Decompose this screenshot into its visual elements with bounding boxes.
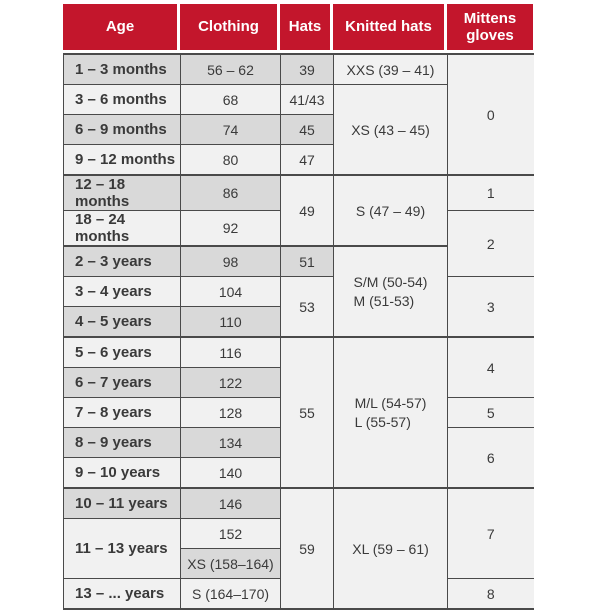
knitted_hats-cell: XL (59 – 61) bbox=[334, 488, 448, 609]
age-cell: 9 – 10 years bbox=[64, 458, 181, 489]
table-row bbox=[64, 337, 534, 368]
header-hats-label: Hats bbox=[288, 18, 322, 36]
clothing-cell: 134 bbox=[181, 428, 281, 458]
mittens_gloves-cell: 4 bbox=[448, 337, 534, 398]
clothing-cell: 140 bbox=[181, 458, 281, 489]
age-cell: 18 – 24 months bbox=[64, 211, 181, 247]
header-clothing bbox=[180, 4, 277, 50]
header-knitted-hats-label: Knitted hats bbox=[345, 18, 432, 36]
header-mittens-gloves-label: Mittens gloves bbox=[463, 9, 517, 44]
age-cell: 8 – 9 years bbox=[64, 428, 181, 458]
clothing-cell: 104 bbox=[181, 277, 281, 307]
clothing-cell: 98 bbox=[181, 246, 281, 277]
clothing-cell: 92 bbox=[181, 211, 281, 247]
knitted_hats-cell-text: M/L (54-57) L (55-57) bbox=[354, 394, 427, 430]
clothing-cell: 80 bbox=[181, 145, 281, 176]
clothing-cell: 152 bbox=[181, 519, 281, 549]
hats-cell: 49 bbox=[281, 175, 334, 246]
clothing-cell: 116 bbox=[181, 337, 281, 368]
clothing-cell: S (164–170) bbox=[181, 579, 281, 610]
hats-cell: 55 bbox=[281, 337, 334, 488]
age-cell: 6 – 9 months bbox=[64, 115, 181, 145]
clothing-cell: 86 bbox=[181, 175, 281, 211]
size-chart-table bbox=[63, 53, 534, 610]
age-cell: 13 – ... years bbox=[64, 579, 181, 610]
knitted_hats-cell: XXS (39 – 41) bbox=[334, 54, 448, 85]
header-clothing-label: Clothing bbox=[198, 18, 259, 36]
table-row bbox=[64, 54, 534, 85]
hats-cell: 53 bbox=[281, 277, 334, 338]
age-cell: 9 – 12 months bbox=[64, 145, 181, 176]
clothing-cell: 146 bbox=[181, 488, 281, 519]
mittens_gloves-cell: 2 bbox=[448, 211, 534, 277]
mittens_gloves-cell: 7 bbox=[448, 488, 534, 579]
mittens_gloves-cell: 5 bbox=[448, 398, 534, 428]
hats-cell: 39 bbox=[281, 54, 334, 85]
header-age bbox=[63, 4, 177, 50]
table-header bbox=[63, 4, 533, 50]
clothing-cell: XS (158–164) bbox=[181, 549, 281, 579]
knitted_hats-cell-text: S/M (50-54) M (51-53) bbox=[353, 273, 428, 309]
header-knitted-hats bbox=[333, 4, 444, 50]
hats-cell: 47 bbox=[281, 145, 334, 176]
mittens_gloves-cell: 3 bbox=[448, 277, 534, 338]
age-cell: 12 – 18 months bbox=[64, 175, 181, 211]
table-row bbox=[64, 488, 534, 519]
size-chart bbox=[63, 4, 533, 610]
hats-cell: 45 bbox=[281, 115, 334, 145]
clothing-cell: 122 bbox=[181, 368, 281, 398]
header-mittens-gloves bbox=[447, 4, 533, 50]
age-cell: 6 – 7 years bbox=[64, 368, 181, 398]
age-cell: 3 – 6 months bbox=[64, 85, 181, 115]
knitted_hats-cell: XS (43 – 45) bbox=[334, 85, 448, 176]
hats-cell: 59 bbox=[281, 488, 334, 609]
age-cell: 5 – 6 years bbox=[64, 337, 181, 368]
hats-cell: 51 bbox=[281, 246, 334, 277]
age-cell: 4 – 5 years bbox=[64, 307, 181, 338]
clothing-cell: 74 bbox=[181, 115, 281, 145]
clothing-cell: 128 bbox=[181, 398, 281, 428]
knitted_hats-cell bbox=[334, 246, 448, 337]
header-age-label: Age bbox=[105, 18, 135, 36]
clothing-cell: 110 bbox=[181, 307, 281, 338]
mittens_gloves-cell: 8 bbox=[448, 579, 534, 610]
mittens_gloves-cell: 1 bbox=[448, 175, 534, 211]
table-row bbox=[64, 277, 534, 307]
table-row bbox=[64, 175, 534, 211]
mittens_gloves-cell: 6 bbox=[448, 428, 534, 489]
age-cell: 1 – 3 months bbox=[64, 54, 181, 85]
clothing-cell: 56 – 62 bbox=[181, 54, 281, 85]
age-cell: 10 – 11 years bbox=[64, 488, 181, 519]
knitted_hats-cell: S (47 – 49) bbox=[334, 175, 448, 246]
mittens_gloves-cell: 0 bbox=[448, 54, 534, 175]
header-hats bbox=[280, 4, 330, 50]
age-cell: 7 – 8 years bbox=[64, 398, 181, 428]
age-cell: 11 – 13 years bbox=[64, 519, 181, 579]
age-cell: 2 – 3 years bbox=[64, 246, 181, 277]
knitted_hats-cell bbox=[334, 337, 448, 488]
hats-cell: 41/43 bbox=[281, 85, 334, 115]
age-cell: 3 – 4 years bbox=[64, 277, 181, 307]
size-table-body bbox=[64, 54, 534, 609]
clothing-cell: 68 bbox=[181, 85, 281, 115]
